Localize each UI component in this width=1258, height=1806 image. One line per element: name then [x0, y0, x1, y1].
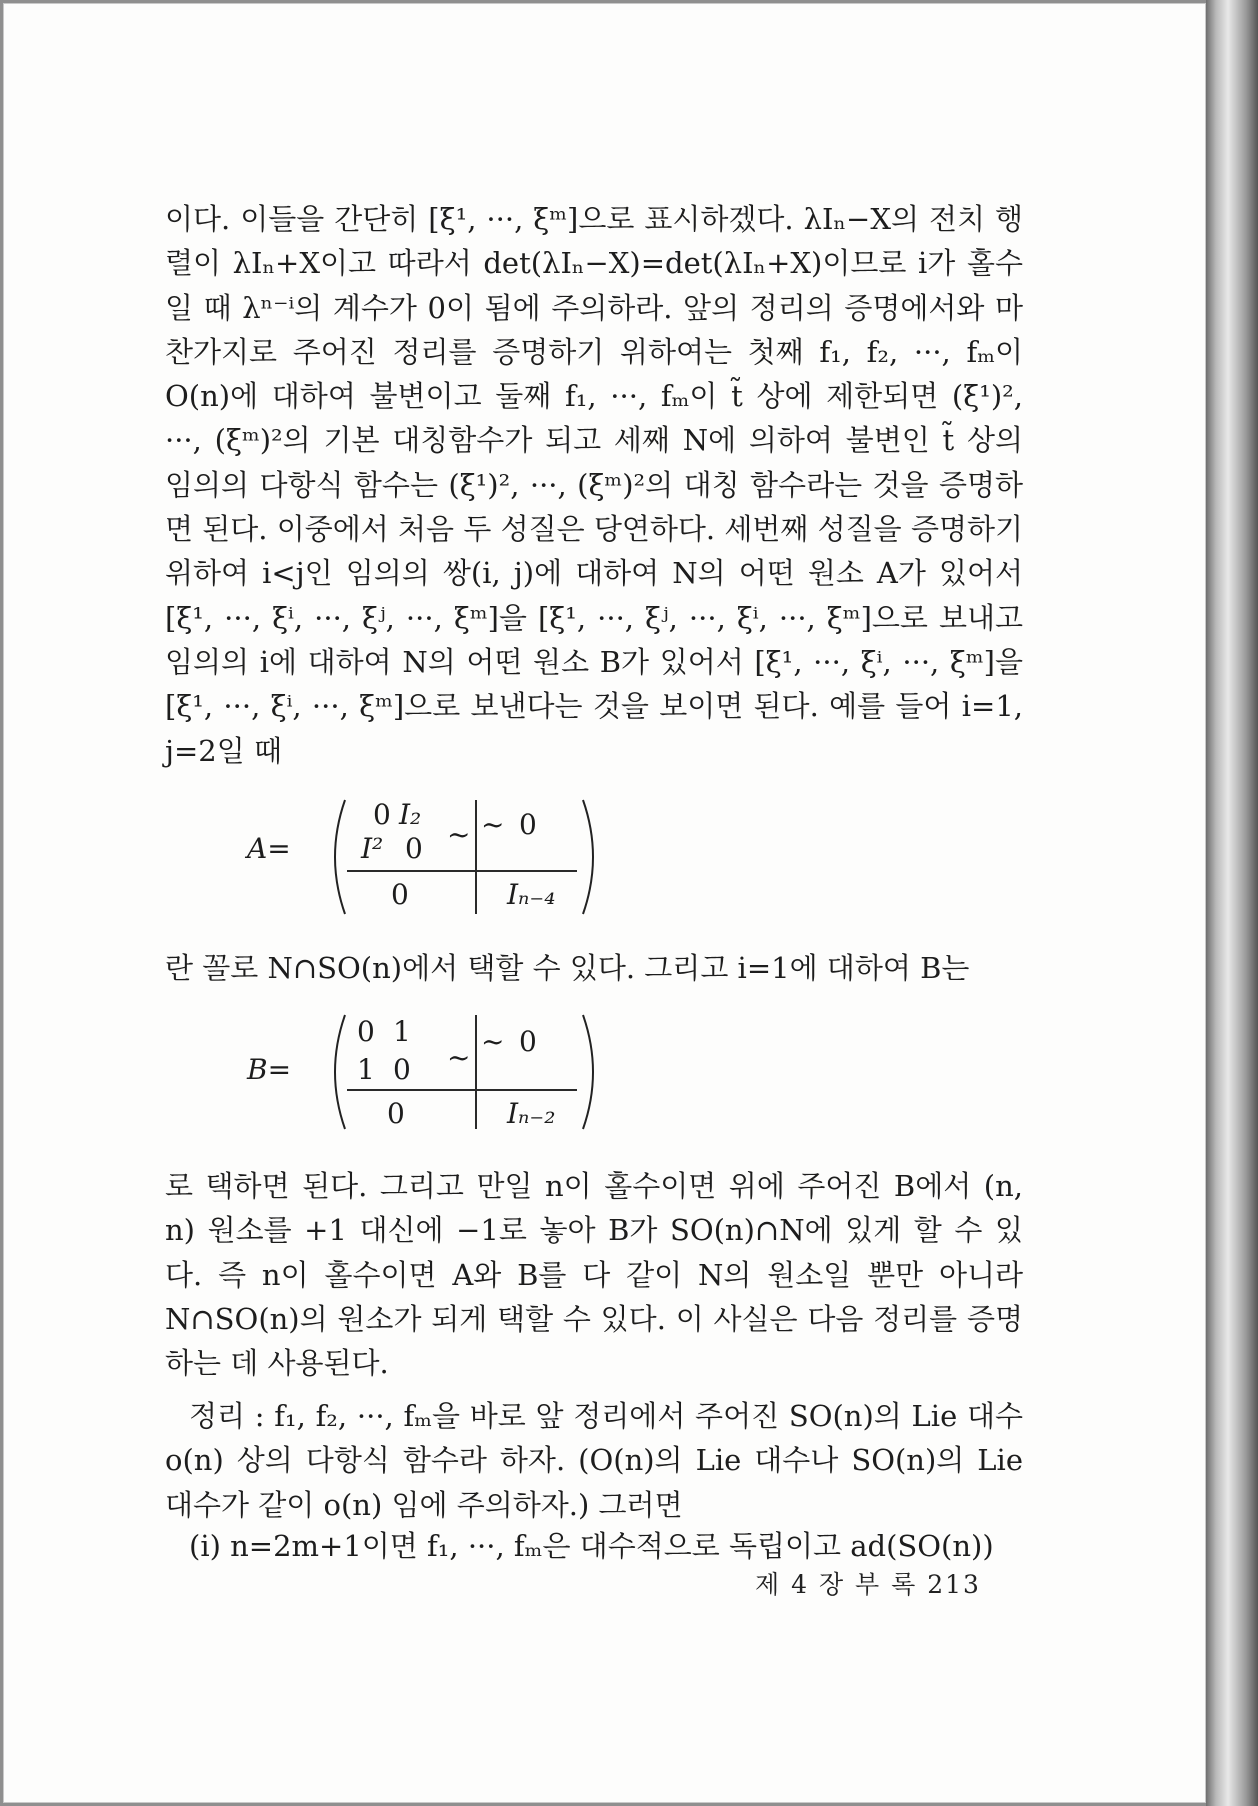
matrix-b-tilde-1: ~ — [447, 1041, 471, 1074]
theorem-item-i: (i) n=2m+1이면 f₁, ···, fₘ은 대수적으로 독립이고 ad(SO(n)) — [189, 1529, 994, 1563]
paragraph-2: 란 꼴로 N∩SO(n)에서 택할 수 있다. 그리고 i=1에 대하여 B는 — [165, 951, 970, 985]
theorem-statement: 정리 : f₁, f₂, ···, fₘ을 바로 앞 정리에서 주어진 SO(n)의 Lie 대수 o(n) 상의 다항식 함수라 하자. (O(n)의 Lie 대수나 SO(n)의 Lie 대수가 같이 o(n) 임에 주의하자.) 그러면 — [165, 1399, 1023, 1522]
matrix-b-tilde-2: ~ — [481, 1025, 505, 1058]
page-footer: 제 4 장 부 록 213 — [755, 1570, 981, 1599]
book-edge — [1206, 0, 1258, 1806]
matrix-a-identity-block: Iₙ₋₄ — [507, 878, 556, 911]
matrix-b-divider-v — [475, 1015, 477, 1129]
right-paren-icon — [581, 1013, 603, 1131]
matrix-b-r1c1: 0 — [357, 1015, 375, 1048]
matrix-a-r1c2: I₂ — [399, 798, 422, 831]
paragraph-3: 로 택하면 된다. 그리고 만일 n이 홀수이면 위에 주어진 B에서 (n, n) 원소를 +1 대신에 −1로 놓아 B가 SO(n)∩N에 있게 할 수 있다. 즉 n이 홀수이면 A와 B를 다 같이 N의 원소일 뿐만 아니라 N∩SO(n)의 원소가 되게 택할 수 있다. 이 사실은 다음 정리를 증명하는 데 사용된다. — [165, 1169, 1023, 1381]
matrix-a-zero-top: 0 — [519, 808, 537, 841]
matrix-a-r2c1: I² — [361, 832, 384, 865]
matrix-b — [243, 1013, 603, 1133]
matrix-a-r2c2: 0 — [405, 832, 423, 865]
matrix-a-r1c1: 0 — [373, 798, 391, 831]
matrix-a-tilde-2: ~ — [481, 808, 505, 841]
matrix-b-r2c2: 0 — [393, 1053, 411, 1086]
matrix-a-zero-bottom: 0 — [391, 878, 409, 911]
right-paren-icon — [581, 798, 603, 916]
matrix-a-divider-h — [347, 870, 577, 872]
matrix-a-divider-v — [475, 800, 477, 914]
matrix-a — [243, 798, 603, 918]
matrix-b-zero-top: 0 — [519, 1025, 537, 1058]
matrix-b-zero-bottom: 0 — [387, 1097, 405, 1130]
matrix-b-lhs: B= — [247, 1053, 292, 1086]
matrix-b-identity-block: Iₙ₋₂ — [507, 1097, 556, 1130]
book-page — [3, 3, 1206, 1803]
left-paren-icon — [325, 798, 347, 916]
matrix-a-tilde-1: ~ — [447, 818, 471, 851]
matrix-a-lhs: A= — [247, 832, 291, 865]
paragraph-1: 이다. 이들을 간단히 [ξ¹, ···, ξᵐ]으로 표시하겠다. λIₙ−X의 전치 행렬이 λIₙ+X이고 따라서 det(λIₙ−X)=det(λIₙ+X)이므로 i가 홀수일 때 λⁿ⁻ⁱ의 계수가 0이 됨에 주의하라. 앞의 정리의 증명에서와 마찬가지로 주어진 정리를 증명하기 위하여는 첫째 f₁, f₂, ···, fₘ이 O(n)에 대하여 불변이고 둘째 f₁, ···, fₘ이 t̃ 상에 제한되면 (ξ¹)², ···, (ξᵐ)²의 기본 대칭함수가 되고 세째 N에 의하여 불변인 t̃ 상의 임의의 다항식 함수는 (ξ¹)², ···, (ξᵐ)²의 대칭 함수라는 것을 증명하면 된다. 이중에서 처음 두 성질은 당연하다. 세번째 성질을 증명하기 위하여 i<j인 임의의 쌍(i, j)에 대하여 N의 어떤 원소 A가 있어서 [ξ¹, ···, ξⁱ, ···, ξʲ, ···, ξᵐ]을 [ξ¹, ···, ξʲ, ···, ξⁱ, ···, ξᵐ]으로 보내고 임의의 i에 대하여 N의 어떤 원소 B가 있어서 [ξ¹, ···, ξⁱ, ···, ξᵐ]을 [ξ¹, ···, ξⁱ, ···, ξᵐ]으로 보낸다는 것을 보이면 된다. 예를 들어 i=1, j=2일 때 — [165, 202, 1023, 768]
matrix-b-divider-h — [347, 1089, 577, 1091]
matrix-b-r2c1: 1 — [357, 1053, 375, 1086]
left-paren-icon — [325, 1013, 347, 1131]
matrix-b-r1c2: 1 — [393, 1015, 411, 1048]
